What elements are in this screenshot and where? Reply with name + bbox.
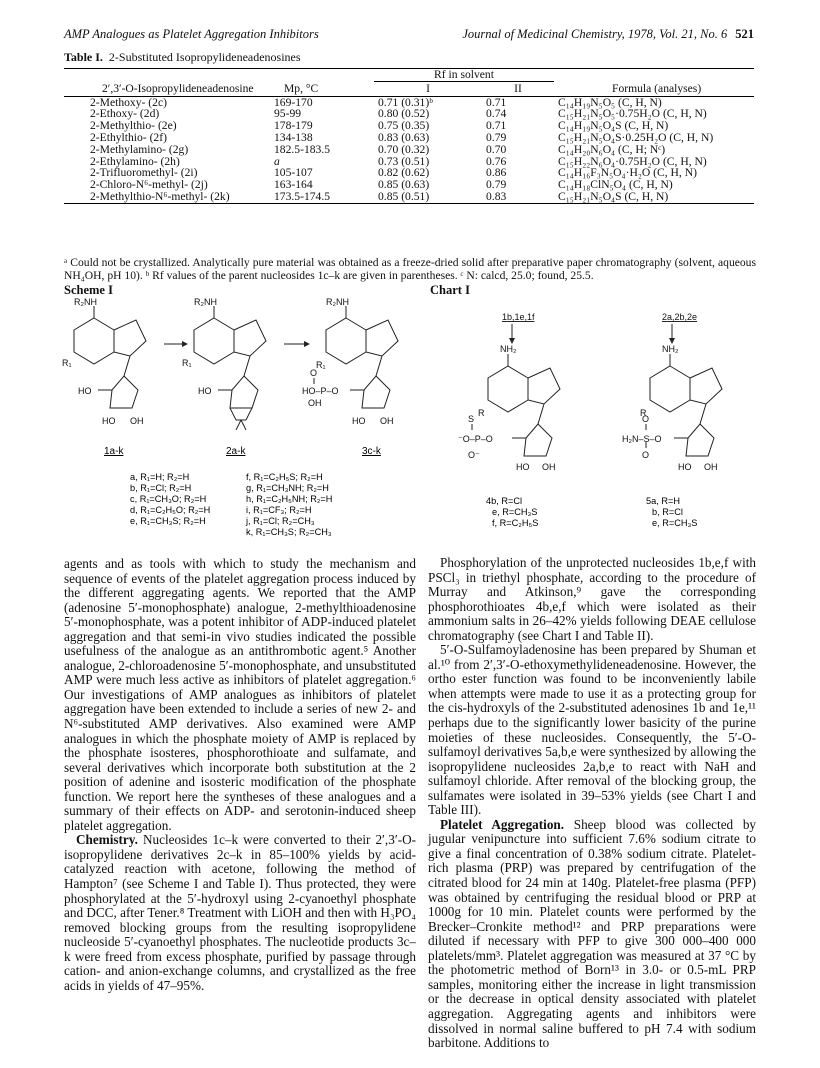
ho-label: HO [78, 386, 92, 396]
legend-k: k, R₁=CH₃S; R₂=CH₃ [246, 527, 332, 537]
table-title: 2-Substituted Isopropylideneadenosines [108, 50, 301, 64]
col-solvent-I: I [374, 81, 482, 96]
table-row: 2-Ethoxy- (2d) 95-99 0.80 (0.52) 0.74 C₁₅H₂₁N₅O₅·0.75H₂O (C, H, N) [90, 107, 707, 121]
col-formula: Formula (analyses) [554, 81, 754, 96]
chart-legend-5a: 5a, R=H [646, 496, 680, 506]
paragraph: Chemistry. Nucleosides 1c–k were converted to their 2′,3′-O-isopropylidene derivatives 2c–k in 85–100% yields by acid-catalyzed reaction with acetone, following the method of Hampton⁷ (see Scheme I and Table I). Thus protected, they were phosphorylated at the 5′-hydroxyl using 2-cyanoethyl phosphate and DCC, after Tener.⁸ Treatment with LiOH and then with H₃PO₄ removed blocking groups from the resulting isopropylidene nucleoside 5′-cyanoethyl phosphates. The nucleotide products 3c–k were freed from excess phosphate, purified by passage through cation- and anion-exchange columns, and crystallized as the free acids in yields of 47–95%. [64, 832, 417, 993]
compound-2-label: 2a-k [226, 446, 246, 457]
body-column-right [428, 556, 756, 1051]
r2nh-label: R₂NH [326, 297, 349, 307]
r2nh-label: R₂NH [194, 297, 217, 307]
legend-c: c, R₁=CH₃O; R₂=H [130, 494, 207, 504]
table-footnotes: ᵃ Could not be crystallized. Analytically pure material was obtained as a freeze-dried solid after preparative paper chromatography (solvent, aqueous NH₄OH, pH 10). ᵇ Rf values of the parent nucleosides 1c–k are given in parentheses. ᶜ N: calcd, 25.0; found, 25.5. [64, 256, 756, 282]
nh2-label: NH₂ [662, 344, 679, 354]
oh-label: OH [542, 462, 556, 472]
chart-I-structures [430, 296, 756, 552]
chart-right-compounds: 2a,2b,2e [662, 312, 698, 322]
table-row: 2-Methylthio- (2e) 178-179 0.75 (0.35) 0.71 C₁₄H₁₉N₅O₄S (C, H, N) [90, 119, 669, 133]
body-column-left [64, 557, 416, 993]
legend-b: b, R₁=Cl; R₂=H [130, 483, 192, 493]
isopropylidene-table [64, 68, 754, 204]
oh-label: OH [704, 462, 718, 472]
ho-label: HO [516, 462, 530, 472]
paragraph: agents and as tools with which to study the mechanism and sequence of events of the platelet aggregation process induced by the different aggregating agents. We reported that the AMP (adenosine 5′-monophosphate) analogue, 2-methylthioadenosine 5′-monophosphate, was a potent inhibitor of ADP-induced platelet aggregation and that semi-in vivo studies indicated the possible usefulness of the analogue as an antithrombotic agent.⁵ Another analogue, 2-chloroadenosine 5′-monophosphate, and unsubstituted AMP were much less active as inhibitors of platelet aggregation.⁶ Our investigations of AMP analogues as inhibitors of platelet aggregation have been extended to include a series of new 2- and N⁶-substituted AMP derivatives. Also examined were AMP analogues in which the phosphate moiety of AMP is replaced by the phosphate isosteres, phosphorothioate and sulfamate, and several derivatives which incorporate both substitution at the 2 position of adenine and isosteric modification of the phosphate function. We report here the syntheses of these analogues and a summary of their effects on ADP- and serotonin-induced sheep platelet aggregation. [64, 556, 416, 833]
ho-label: HO [678, 462, 692, 472]
scheme-label: Scheme I [64, 283, 113, 297]
ho-label: HO [198, 386, 212, 396]
o-label: O [642, 450, 650, 460]
col-mp: Mp, °C [270, 81, 374, 96]
chart-label: Chart I [430, 283, 470, 297]
r-label: R [640, 408, 647, 418]
table-row: 2-Trifluoromethyl- (2i) 105-107 0.82 (0.62) 0.86 C₁₄H₁₆F₃N₅O₄·H₂O (C, H, N) [90, 166, 697, 180]
legend-i: i, R₁=CF₃; R₂=H [246, 505, 312, 515]
ho-label: HO [102, 416, 116, 426]
h2n-s-label: H₂N–S–O [622, 434, 662, 444]
adenosine-structure-2 [194, 306, 266, 430]
r1-label: R₁ [316, 360, 326, 370]
chart-left-compounds: 1b,1e,1f [502, 312, 535, 322]
oh-label: OH [380, 416, 394, 426]
r1-label: R₁ [182, 358, 192, 368]
rf-group-header: Rf in solvent [374, 69, 554, 82]
legend-d: d, R₁=C₂H₅O; R₂=H [130, 505, 211, 515]
legend-f: f, R₁=C₂H₅S; R₂=H [246, 472, 323, 482]
chart-legend-4b: 4b, R=Cl [486, 496, 523, 506]
table-label: Table I. [64, 50, 103, 64]
nh2-label: NH₂ [500, 344, 517, 354]
table-row: 2-Chloro-N⁶-methyl- (2j) 163-164 0.85 (0.63) 0.79 C₁₄H₁₈ClN₅O₄ (C, H, N) [90, 178, 673, 192]
chart-legend-5b: b, R=Cl [652, 507, 683, 517]
journal-article-title: AMP Analogues as Platelet Aggregation Inhibitors [64, 27, 319, 41]
legend-h: h, R₁=C₂H₅NH; R₂=H [246, 494, 333, 504]
compound-1-label: 1a-k [104, 446, 124, 457]
r-label: R [478, 408, 485, 418]
section-heading-platelet-aggregation: Platelet Aggregation. [440, 816, 565, 832]
table-row: 2-Methylamino- (2g) 182.5-183.5 0.70 (0.32) 0.70 C₁₄H₂₀N₆O₄ (C, H; Nᶜ) [90, 142, 666, 156]
compound-3-label: 3c-k [362, 446, 381, 457]
legend-a: a, R₁=H; R₂=H [130, 472, 190, 482]
chart-legend-5e: e, R=CH₃S [652, 518, 698, 528]
paragraph: 5′-O-Sulfamoyladenosine has been prepared by Shuman et al.¹⁰ from 2′,3′-O-ethoxymethylideneadenosine. However, the ortho ester function was found to be inconveniently labile when attempts were made to use it as a protecting group for the cis-hydroxyls of the 2-substituted adenosines 1b and 1e,¹¹ perhaps due to the significantly lower basicity of the purine moieties of these nucleosides. Consequently, the 5′-O-sulfamoyl derivatives 5a,b,e were synthesized by allowing the isopropylidene nucleosides 2a,b,e to react with NaH and sulfamoyl chloride. After removal of the blocking group, the sulfamates were isolated in 39–53% yields (see Chart I and Table III). [428, 642, 756, 818]
table-row: 2-Ethylthio- (2f) 134-138 0.83 (0.63) 0.79 C₁₅H₂₁N₅O₄S·0.25H₂O (C, H, N) [90, 130, 714, 144]
oh-label: OH [130, 416, 144, 426]
paragraph: Platelet Aggregation. Sheep blood was collected by jugular venipuncture into sufficient 7.6% sodium citrate to give a final concentration of 0.38% sodium citrate. Platelet-rich plasma (PRP) was prepared by centrifugation of the citrated blood for 24 min at 140g. Platelet-free plasma (PFP) was obtained by centrifuging the residual blood or PRP at 1000g for 10 min. Platelet counts were performed by the Brecker–Cronkite method¹² and PRP preparations were diluted if necessary with PFP to give 300 000–400 000 platelets/mm³. Platelet aggregation was measured at 37 °C by the photometric method of Born¹³ in 3.0- or 0.5-mL PRP samples, monitoring either the increase in light transmission or the decrease in optical density associated with platelet aggregation. Aggregating agents and inhibitors were dissolved in normal saline buffered to pH 7.4 with sodium barbitone. Additions to [428, 816, 757, 1051]
col-solvent-II: II [482, 81, 554, 96]
ho-p-label: HO–P–O [302, 386, 339, 396]
o-label: O [310, 368, 318, 378]
legend-e: e, R₁=CH₃S; R₂=H [130, 516, 206, 526]
s-label: S [468, 414, 475, 424]
table-row: 2-Ethylamino- (2h) a 0.73 (0.51) 0.76 C₁₅H₂₂N₆O₄·0.75H₂O (C, H, N) [90, 154, 707, 168]
r2nh-label: R₂NH [74, 297, 97, 307]
col-compound: 2′,3′-O-Isopropylideneadenosine [64, 81, 270, 96]
paragraph: Phosphorylation of the unprotected nucleosides 1b,e,f with PSCl₃ in triethyl phosphate, according to the procedure of Murray and Atkinson,⁹ gave the corresponding phosphorothioates 4b,e,f which were isolated as their ammonium salts in 26–42% yields following DEAE cellulose chromatography (see Chart I and Table II). [428, 555, 756, 643]
o-minus-p-label: ⁻O–P–O [458, 434, 493, 444]
o-neg-label: O⁻ [468, 450, 480, 460]
legend-g: g, R₁=CH₃NH; R₂=H [246, 483, 329, 493]
page-number: 521 [735, 27, 754, 41]
legend-j: j, R₁=Cl; R₂=CH₃ [246, 516, 315, 526]
table-row: 2-Methoxy- (2c) 169-170 0.71 (0.31)ᵇ 0.71 C₁₄H₁₉N₅O₅ (C, H, N) [90, 95, 662, 109]
scheme-I-structures [64, 296, 414, 554]
table-caption [64, 50, 301, 65]
journal-citation: Journal of Medicinal Chemistry, 1978, Vol. 21, No. 6 521 [462, 27, 754, 41]
chart-legend-4e: e, R=CH₃S [492, 507, 538, 517]
table-row: 2-Methylthio-N⁶-methyl- (2k) 173.5-174.5 0.85 (0.51) 0.83 C₁₅H₂₁N₅O₄S (C, H, N) [64, 191, 754, 203]
section-heading-chemistry: Chemistry. [76, 832, 138, 848]
chart-legend-4f: f, R=C₂H₅S [492, 518, 539, 528]
ho-label: HO [352, 416, 366, 426]
r1-label: R₁ [62, 358, 72, 368]
o-label: O [642, 414, 650, 424]
oh-label: OH [308, 398, 322, 408]
